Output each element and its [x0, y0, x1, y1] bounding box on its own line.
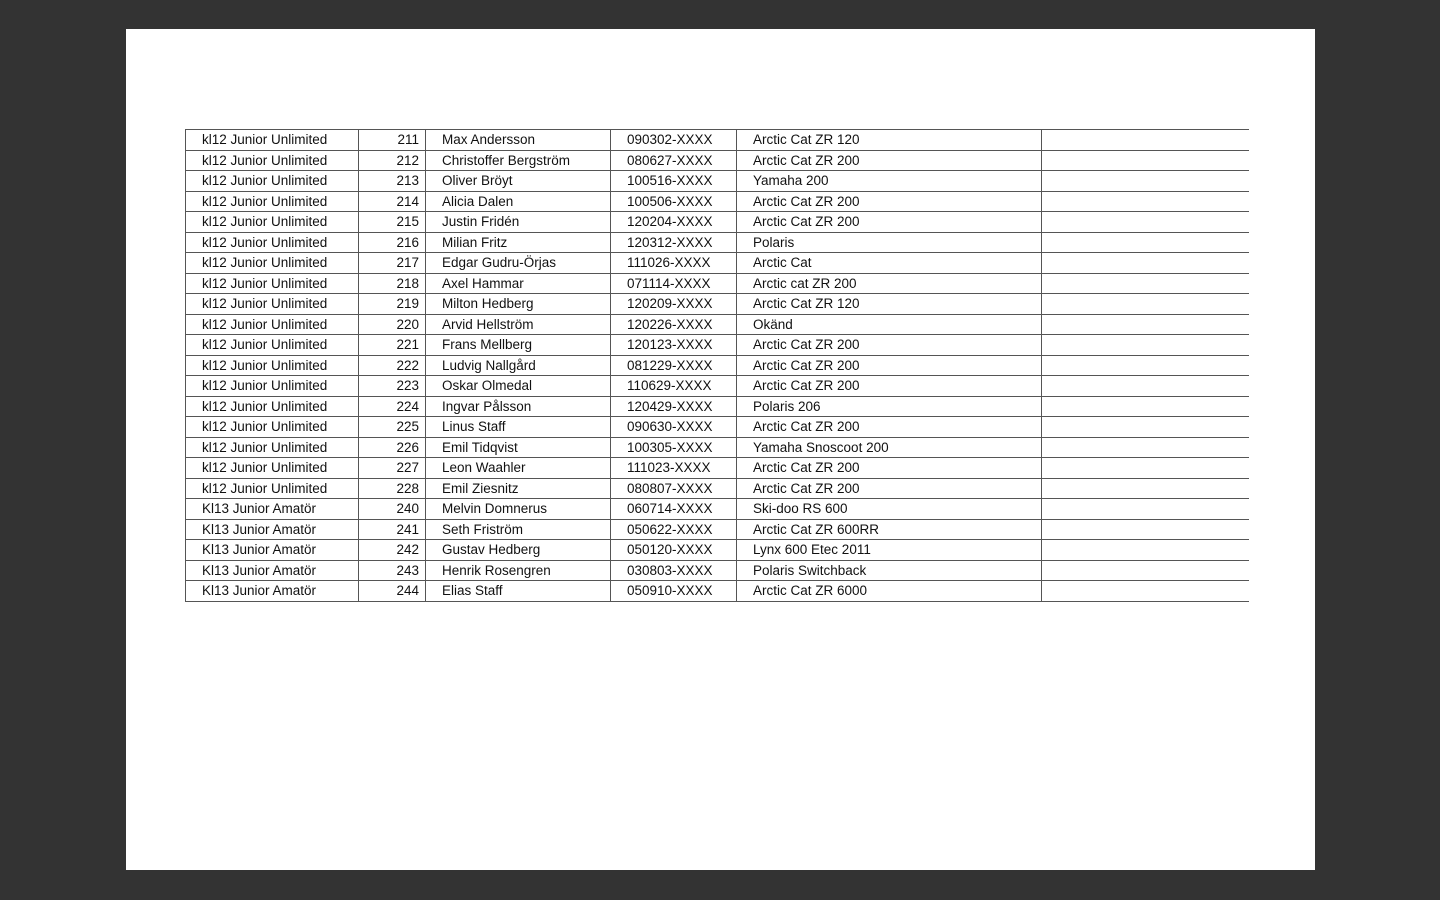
driver-name-cell: Milian Fritz	[426, 232, 611, 253]
driver-name-cell: Arvid Hellström	[426, 314, 611, 335]
class-cell: kl12 Junior Unlimited	[186, 396, 359, 417]
driver-name-cell: Ludvig Nallgård	[426, 355, 611, 376]
table-row	[186, 478, 1250, 499]
start-number-cell: 221	[359, 335, 426, 356]
snowmobile-cell: Arctic cat ZR 200	[737, 273, 1042, 294]
entry-list-body	[186, 130, 1250, 602]
start-number-cell: 216	[359, 232, 426, 253]
birth-id-cell: 120226-XXXX	[611, 314, 737, 335]
empty-cell	[1042, 232, 1250, 253]
class-cell: Kl13 Junior Amatör	[186, 540, 359, 561]
driver-name-cell: Oliver Bröyt	[426, 171, 611, 192]
start-number-cell: 227	[359, 458, 426, 479]
birth-id-cell: 071114-XXXX	[611, 273, 737, 294]
driver-name-cell: Axel Hammar	[426, 273, 611, 294]
birth-id-cell: 110629-XXXX	[611, 376, 737, 397]
birth-id-cell: 100305-XXXX	[611, 437, 737, 458]
driver-name-cell: Gustav Hedberg	[426, 540, 611, 561]
birth-id-cell: 030803-XXXX	[611, 560, 737, 581]
empty-cell	[1042, 458, 1250, 479]
snowmobile-cell: Lynx 600 Etec 2011	[737, 540, 1042, 561]
empty-cell	[1042, 212, 1250, 233]
driver-name-cell: Linus Staff	[426, 417, 611, 438]
birth-id-cell: 100506-XXXX	[611, 191, 737, 212]
class-cell: kl12 Junior Unlimited	[186, 458, 359, 479]
empty-cell	[1042, 560, 1250, 581]
empty-cell	[1042, 130, 1250, 151]
class-cell: kl12 Junior Unlimited	[186, 355, 359, 376]
empty-cell	[1042, 294, 1250, 315]
start-number-cell: 220	[359, 314, 426, 335]
empty-cell	[1042, 335, 1250, 356]
start-number-cell: 244	[359, 581, 426, 602]
driver-name-cell: Oskar Olmedal	[426, 376, 611, 397]
table-row	[186, 294, 1250, 315]
empty-cell	[1042, 171, 1250, 192]
snowmobile-cell: Okänd	[737, 314, 1042, 335]
start-number-cell: 226	[359, 437, 426, 458]
start-number-cell: 223	[359, 376, 426, 397]
table-row	[186, 376, 1250, 397]
start-number-cell: 241	[359, 519, 426, 540]
document-page	[126, 29, 1315, 870]
driver-name-cell: Justin Fridén	[426, 212, 611, 233]
empty-cell	[1042, 150, 1250, 171]
snowmobile-cell: Arctic Cat ZR 200	[737, 335, 1042, 356]
class-cell: Kl13 Junior Amatör	[186, 560, 359, 581]
empty-cell	[1042, 540, 1250, 561]
start-number-cell: 228	[359, 478, 426, 499]
table-row	[186, 212, 1250, 233]
snowmobile-cell: Arctic Cat ZR 200	[737, 191, 1042, 212]
snowmobile-cell: Arctic Cat ZR 200	[737, 417, 1042, 438]
class-cell: kl12 Junior Unlimited	[186, 273, 359, 294]
empty-cell	[1042, 376, 1250, 397]
driver-name-cell: Edgar Gudru-Örjas	[426, 253, 611, 274]
table-row	[186, 150, 1250, 171]
start-number-cell: 240	[359, 499, 426, 520]
table-row	[186, 335, 1250, 356]
table-row	[186, 171, 1250, 192]
start-number-cell: 224	[359, 396, 426, 417]
driver-name-cell: Max Andersson	[426, 130, 611, 151]
driver-name-cell: Seth Friström	[426, 519, 611, 540]
class-cell: kl12 Junior Unlimited	[186, 314, 359, 335]
table-row	[186, 355, 1250, 376]
table-row	[186, 130, 1250, 151]
start-number-cell: 212	[359, 150, 426, 171]
start-number-cell: 219	[359, 294, 426, 315]
class-cell: Kl13 Junior Amatör	[186, 581, 359, 602]
table-row	[186, 519, 1250, 540]
class-cell: kl12 Junior Unlimited	[186, 437, 359, 458]
birth-id-cell: 111023-XXXX	[611, 458, 737, 479]
class-cell: kl12 Junior Unlimited	[186, 478, 359, 499]
empty-cell	[1042, 314, 1250, 335]
empty-cell	[1042, 581, 1250, 602]
snowmobile-cell: Arctic Cat ZR 200	[737, 212, 1042, 233]
table-row	[186, 437, 1250, 458]
class-cell: kl12 Junior Unlimited	[186, 294, 359, 315]
driver-name-cell: Melvin Domnerus	[426, 499, 611, 520]
birth-id-cell: 081229-XXXX	[611, 355, 737, 376]
snowmobile-cell: Yamaha 200	[737, 171, 1042, 192]
driver-name-cell: Milton Hedberg	[426, 294, 611, 315]
birth-id-cell: 090630-XXXX	[611, 417, 737, 438]
empty-cell	[1042, 417, 1250, 438]
empty-cell	[1042, 499, 1250, 520]
snowmobile-cell: Arctic Cat ZR 200	[737, 150, 1042, 171]
class-cell: kl12 Junior Unlimited	[186, 150, 359, 171]
snowmobile-cell: Arctic Cat ZR 200	[737, 355, 1042, 376]
class-cell: kl12 Junior Unlimited	[186, 171, 359, 192]
driver-name-cell: Elias Staff	[426, 581, 611, 602]
birth-id-cell: 080627-XXXX	[611, 150, 737, 171]
snowmobile-cell: Arctic Cat ZR 120	[737, 294, 1042, 315]
table-row	[186, 191, 1250, 212]
snowmobile-cell: Arctic Cat ZR 6000	[737, 581, 1042, 602]
empty-cell	[1042, 191, 1250, 212]
birth-id-cell: 090302-XXXX	[611, 130, 737, 151]
snowmobile-cell: Polaris	[737, 232, 1042, 253]
class-cell: kl12 Junior Unlimited	[186, 253, 359, 274]
snowmobile-cell: Arctic Cat ZR 600RR	[737, 519, 1042, 540]
snowmobile-cell: Polaris 206	[737, 396, 1042, 417]
table-row	[186, 417, 1250, 438]
birth-id-cell: 080807-XXXX	[611, 478, 737, 499]
driver-name-cell: Henrik Rosengren	[426, 560, 611, 581]
class-cell: kl12 Junior Unlimited	[186, 130, 359, 151]
table-row	[186, 232, 1250, 253]
snowmobile-cell: Yamaha Snoscoot 200	[737, 437, 1042, 458]
empty-cell	[1042, 355, 1250, 376]
class-cell: kl12 Junior Unlimited	[186, 376, 359, 397]
snowmobile-cell: Arctic Cat ZR 200	[737, 458, 1042, 479]
entry-list-table	[185, 129, 1249, 602]
start-number-cell: 218	[359, 273, 426, 294]
start-number-cell: 243	[359, 560, 426, 581]
snowmobile-cell: Polaris Switchback	[737, 560, 1042, 581]
driver-name-cell: Alicia Dalen	[426, 191, 611, 212]
birth-id-cell: 100516-XXXX	[611, 171, 737, 192]
snowmobile-cell: Arctic Cat ZR 200	[737, 478, 1042, 499]
empty-cell	[1042, 437, 1250, 458]
class-cell: Kl13 Junior Amatör	[186, 499, 359, 520]
birth-id-cell: 050622-XXXX	[611, 519, 737, 540]
start-number-cell: 215	[359, 212, 426, 233]
table-row	[186, 560, 1250, 581]
birth-id-cell: 060714-XXXX	[611, 499, 737, 520]
class-cell: kl12 Junior Unlimited	[186, 191, 359, 212]
birth-id-cell: 050120-XXXX	[611, 540, 737, 561]
table-row	[186, 273, 1250, 294]
birth-id-cell: 120204-XXXX	[611, 212, 737, 233]
start-number-cell: 225	[359, 417, 426, 438]
driver-name-cell: Frans Mellberg	[426, 335, 611, 356]
class-cell: kl12 Junior Unlimited	[186, 417, 359, 438]
birth-id-cell: 120123-XXXX	[611, 335, 737, 356]
start-number-cell: 213	[359, 171, 426, 192]
driver-name-cell: Ingvar Pålsson	[426, 396, 611, 417]
empty-cell	[1042, 396, 1250, 417]
table-row	[186, 458, 1250, 479]
class-cell: kl12 Junior Unlimited	[186, 232, 359, 253]
birth-id-cell: 120209-XXXX	[611, 294, 737, 315]
driver-name-cell: Christoffer Bergström	[426, 150, 611, 171]
table-row	[186, 314, 1250, 335]
birth-id-cell: 120312-XXXX	[611, 232, 737, 253]
table-row	[186, 581, 1250, 602]
start-number-cell: 211	[359, 130, 426, 151]
driver-name-cell: Emil Ziesnitz	[426, 478, 611, 499]
table-row	[186, 396, 1250, 417]
empty-cell	[1042, 273, 1250, 294]
snowmobile-cell: Arctic Cat ZR 200	[737, 376, 1042, 397]
driver-name-cell: Emil Tidqvist	[426, 437, 611, 458]
start-number-cell: 242	[359, 540, 426, 561]
class-cell: Kl13 Junior Amatör	[186, 519, 359, 540]
birth-id-cell: 050910-XXXX	[611, 581, 737, 602]
driver-name-cell: Leon Waahler	[426, 458, 611, 479]
birth-id-cell: 111026-XXXX	[611, 253, 737, 274]
snowmobile-cell: Ski-doo RS 600	[737, 499, 1042, 520]
empty-cell	[1042, 478, 1250, 499]
start-number-cell: 222	[359, 355, 426, 376]
birth-id-cell: 120429-XXXX	[611, 396, 737, 417]
snowmobile-cell: Arctic Cat	[737, 253, 1042, 274]
empty-cell	[1042, 253, 1250, 274]
class-cell: kl12 Junior Unlimited	[186, 212, 359, 233]
start-number-cell: 214	[359, 191, 426, 212]
empty-cell	[1042, 519, 1250, 540]
start-number-cell: 217	[359, 253, 426, 274]
class-cell: kl12 Junior Unlimited	[186, 335, 359, 356]
snowmobile-cell: Arctic Cat ZR 120	[737, 130, 1042, 151]
table-row	[186, 540, 1250, 561]
table-row	[186, 499, 1250, 520]
table-row	[186, 253, 1250, 274]
